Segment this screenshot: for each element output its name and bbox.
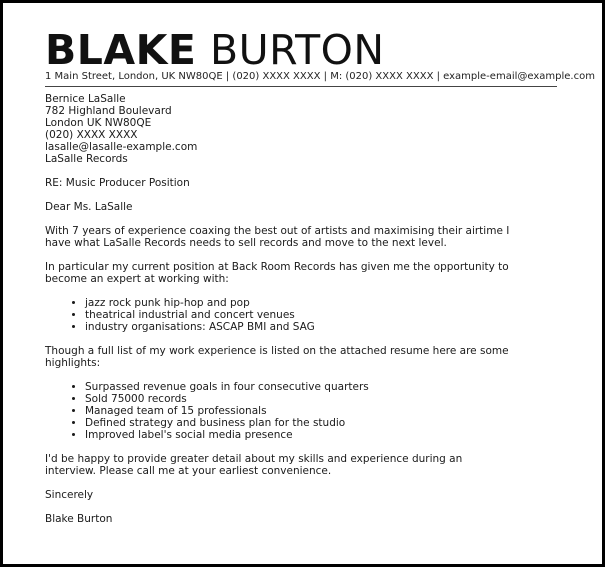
list-item: • industry organisations: ASCAP BMI and SAG: [85, 321, 515, 333]
list-item: • jazz rock punk hip-hop and pop: [85, 297, 515, 309]
list-item: • Sold 75000 records: [85, 393, 515, 405]
list-item: • Surpassed revenue goals in four consecutive quarters: [85, 381, 515, 393]
recipient-city: London UK NW80QE: [45, 117, 152, 129]
experience-paragraph: Though a full list of my work experience is listed on the attached resume here are some highlights:: [45, 345, 509, 369]
letter-body: [45, 93, 515, 525]
recipient-street: 782 Highland Boulevard: [45, 105, 172, 117]
expertise-list: [45, 297, 515, 333]
first-name: BLAKE: [45, 26, 197, 74]
sign-off: Sincerely: [45, 489, 94, 501]
recipient-company: LaSalle Records: [45, 153, 128, 165]
list-item: • Improved label's social media presence: [85, 429, 515, 441]
list-item: • theatrical industrial and concert venues: [85, 309, 515, 321]
subject-line: RE: Music Producer Position: [45, 177, 190, 189]
signature: Blake Burton: [45, 513, 113, 525]
cover-letter-page: [3, 3, 602, 564]
highlights-list: [45, 381, 515, 441]
recipient-phone: (020) XXXX XXXX: [45, 129, 138, 141]
intro-paragraph: With 7 years of experience coaxing the best out of artists and maximising their airtime I have what LaSalle Records needs to sell records and move to the next level.: [45, 225, 510, 249]
recipient-email: lasalle@lasalle-example.com: [45, 141, 198, 153]
closing-paragraph: I'd be happy to provide greater detail about my skills and experience during an interview. Please call me at your earliest convenience.: [45, 453, 463, 477]
salutation: Dear Ms. LaSalle: [45, 201, 133, 213]
current-position-paragraph: In particular my current position at Back Room Records has given me the opportunity to become an expert at working with:: [45, 261, 509, 285]
list-item: • Managed team of 15 professionals: [85, 405, 515, 417]
recipient-name: Bernice LaSalle: [45, 93, 126, 105]
last-name: BURTON: [209, 26, 385, 74]
contact-details: 1 Main Street, London, UK NW80QE | (020) XXXX XXXX | M: (020) XXXX XXXX | example-email@example.com: [45, 71, 595, 82]
list-item: • Defined strategy and business plan for the studio: [85, 417, 515, 429]
recipient-address: [45, 93, 515, 165]
letterhead-name: [45, 27, 385, 73]
header-divider: [45, 86, 557, 87]
